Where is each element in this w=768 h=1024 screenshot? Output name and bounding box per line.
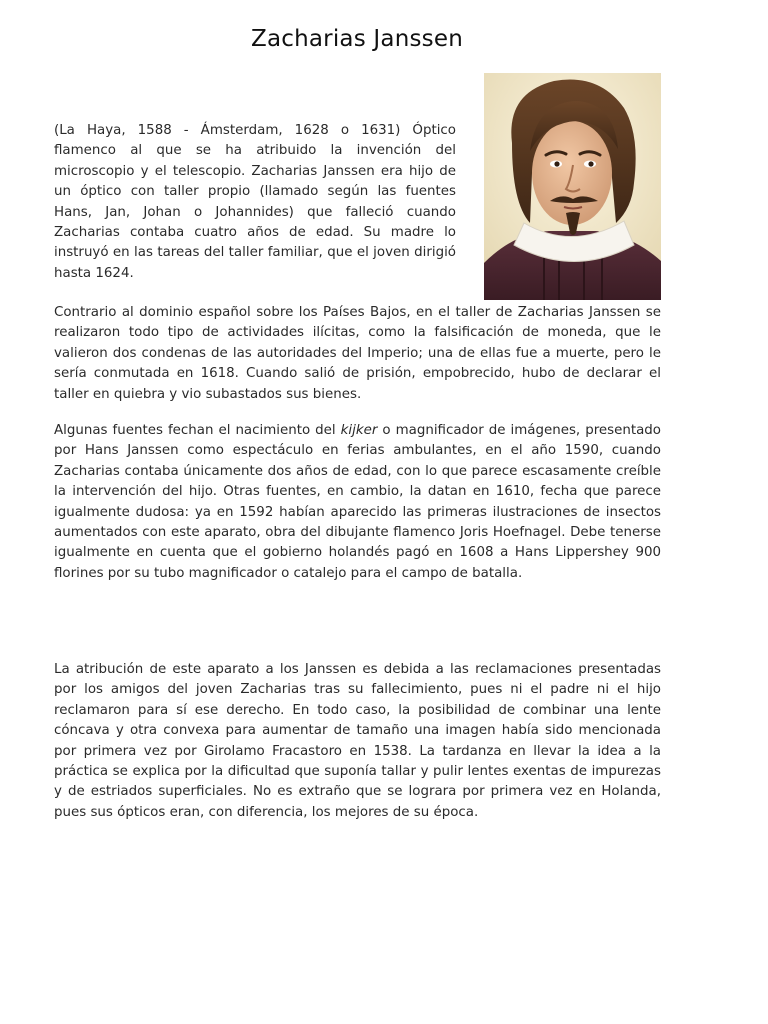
- paragraph-workshop: Contrario al dominio español sobre los Países Bajos, en el taller de Zacharias Janssen se realizaron todo tipo de actividades ilícitas, como la falsificación de moneda, que le valieron dos condenas de las autoridades del Imperio; una de ellas fue a muerte, pero le sería conmutada en 1618. Cuando salió de prisión, empobrecido, hubo de declarar el taller en quiebra y vio subastados sus bienes.: [54, 305, 661, 402]
- page-title: Zacharias Janssen: [251, 26, 463, 52]
- paragraph-attribution: La atribución de este aparato a los Janssen es debida a las reclamaciones presentadas por los amigos del joven Zacharias tras su fallecimiento, pues ni el padre ni el hijo reclamaron para sí ese derecho. En todo caso, la posibilidad de combinar una lente cóncava y otra convexa para aumentar de tamaño una imagen había sido mencionada por primera vez por Girolamo Fracastoro en 1538. La tardanza en llevar la idea a la práctica se explica por la dificultad que suponía tallar y pulir lentes exentas de impurezas y de estriados superficiales. No es extraño que se lograra por primera vez en Holanda, pues sus ópticos eran, con diferencia, los mejores de su época.: [54, 662, 661, 820]
- paragraph-kijker-start: Algunas fuentes fechan el nacimiento del: [54, 423, 341, 438]
- kijker-term: kijker: [340, 423, 378, 438]
- portrait-image: [484, 73, 661, 300]
- paragraph-intro: (La Haya, 1588 - Ámsterdam, 1628 o 1631) Óptico flamenco al que se ha atribuido la invención del microscopio y el telescopio. Zacharias Janssen era hijo de un óptico con taller propio (llamado según las fuentes Hans, Jan, Johan o Johannides) que falleció cuando Zacharias contaba cuatro años de edad. Su madre lo instruyó en las tareas del taller familiar, que el joven dirigió hasta 1624.: [54, 123, 456, 281]
- paragraph-kijker-rest: o magnificador de imágenes, presentado por Hans Janssen como espectáculo en ferias ambulantes, en el año 1590, cuando Zacharias contaba únicamente dos años de edad, con lo que parece escasamente creíble la intervención del hijo. Otras fuentes, en cambio, la datan en 1610, fecha que parece igualmente dudosa: ya en 1592 habían aparecido las primeras ilustraciones de insectos aumentados con este aparato, obra del dibujante flamenco Joris Hoefnagel. Debe tenerse igualmente en cuenta que el gobierno holandés pagó en 1608 a Hans Lippershey 900 florines por su tubo magnificador o catalejo para el campo de batalla.: [54, 423, 661, 581]
- paragraph-kijker: [54, 421, 661, 584]
